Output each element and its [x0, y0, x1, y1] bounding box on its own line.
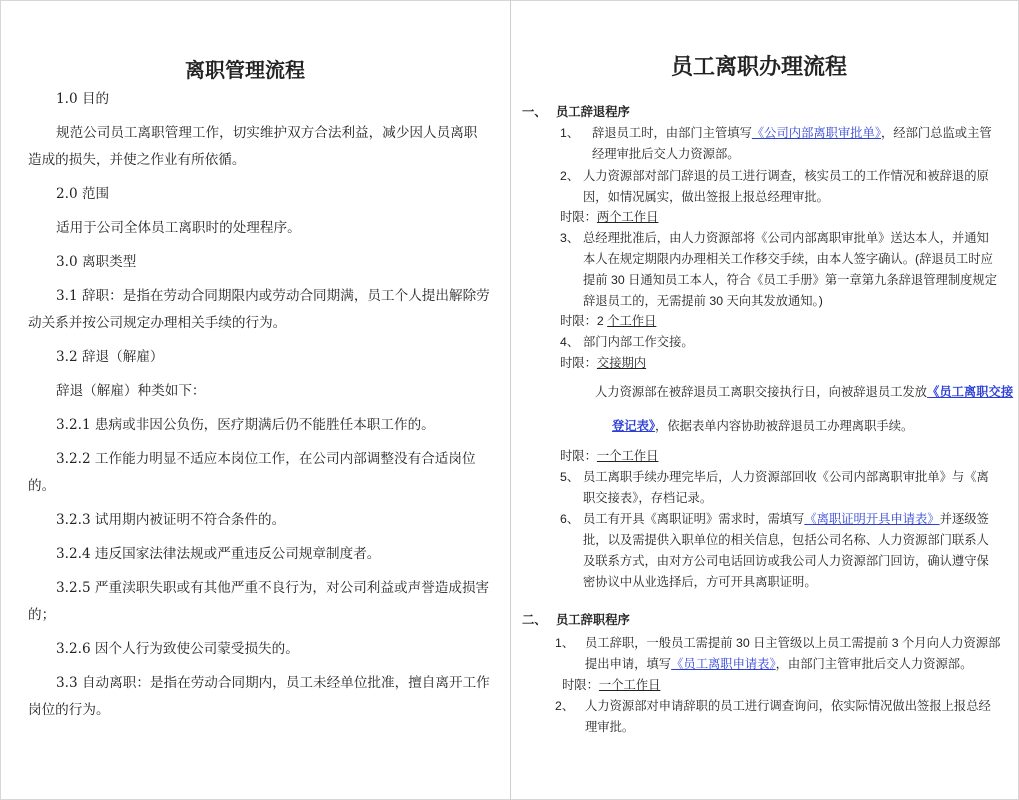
time-limit: [560, 311, 656, 332]
item-number: 5、: [560, 470, 580, 484]
item-number: 2、: [555, 699, 575, 713]
paragraph: [595, 382, 1014, 403]
time-limit: [560, 353, 646, 374]
time-limit: [560, 207, 658, 228]
list-item: [560, 123, 1000, 165]
paragraph: 3.2.6 因个人行为致使公司蒙受损失的。: [56, 641, 299, 657]
right-page: [511, 0, 1019, 800]
page-title: 员工离职办理流程: [670, 54, 847, 79]
form-link[interactable]: 《员工离职交接: [927, 385, 1014, 399]
item-number: 6、: [560, 512, 580, 526]
form-link[interactable]: 登记表》: [612, 419, 656, 433]
paragraph: 辞退（解雇）种类如下：: [56, 383, 206, 399]
item-text: 人力资源部对部门辞退的员工进行调查，核实员工的工作情况和被辞退的原因，如情况属实，做出签报上报总经理审批。: [583, 169, 989, 204]
item-text: 总经理批准后，由人力资源部将《公司内部离职审批单》送达本人，并通知本人在规定期限内办理相关工作移交手续，由本人签字确认。(辞退员工时应提前 30 日通知员工本人，符合《员工手册》第一章第九条辞退管理制度规定辞退员工的，无需提前 30 天向其发放通知。): [583, 231, 998, 308]
paragraph: 规范公司员工离职管理工作，切实维护双方合法利益，减少因人员离职造成的损失，并使之作业有所依循。: [28, 125, 478, 168]
item-number: 3、: [560, 231, 580, 245]
section-number: 一、: [522, 105, 547, 119]
form-link[interactable]: 《公司内部离职审批单》: [751, 126, 881, 140]
list-item: [560, 332, 1001, 353]
list-item: [555, 696, 1001, 738]
paragraph-text: 人力资源部在被辞退员工离职交接执行日，向被辞退员工发放: [595, 385, 928, 399]
item-text: 员工离职手续办理完毕后，人力资源部回收《公司内部离职审批单》与《离职交接表》，存档记录。: [583, 470, 989, 505]
form-link[interactable]: 《离职证明开具申请表》: [804, 512, 940, 526]
list-item: [560, 509, 1001, 593]
list-item: [560, 228, 1001, 312]
time-limit: [562, 675, 660, 696]
time-limit-value: 两个工作日: [596, 210, 659, 224]
section-heading: [522, 102, 1002, 123]
item-number: 1、: [560, 126, 580, 140]
paragraph-text: ，依据表单内容协助被辞退员工办理离职手续。: [655, 419, 914, 433]
item-number: 1、: [555, 636, 575, 650]
time-limit-prefix: 2: [596, 314, 608, 328]
item-text: 人力资源部对申请辞职的员工进行调查询问，依实际情况做出签报上报总经理审批。: [585, 699, 991, 734]
list-item: [560, 467, 1001, 509]
time-limit-value: 交接期内: [596, 356, 647, 370]
paragraph: 3.3 自动离职：是指在劳动合同期内，员工未经单位批准，擅自离开工作岗位的行为。: [28, 675, 490, 718]
paragraph: 3.1 辞职：是指在劳动合同期限内或劳动合同期满，员工个人提出解除劳动关系并按公司规定办理相关手续的行为。: [28, 288, 490, 331]
paragraph: 3.0 离职类型: [56, 254, 137, 270]
section-number: 二、: [522, 613, 547, 627]
item-number: 4、: [560, 335, 580, 349]
section-title: 员工辞退程序: [556, 105, 630, 119]
paragraph: 3.2.1 患病或非因公负伤，医疗期满后仍不能胜任本职工作的。: [56, 417, 435, 433]
time-limit: [560, 446, 658, 467]
paragraph: 3.2 辞退（解雇）: [56, 349, 164, 365]
paragraph: 3.2.5 严重渎职失职或有其他严重不良行为，对公司利益或声誉造成损害的；: [28, 580, 490, 623]
paragraph: 1.0 目的: [56, 91, 110, 107]
item-text: ，经部门总监或主管经理审批后交人力资源部。: [592, 126, 992, 161]
item-text: ，由部门主管审批后交人力资源部。: [775, 657, 973, 671]
item-text: 并逐级签批，以及需提供入职单位的相关信息，包括公司名称、人力资源部门联系人及联系方式，由对方公司电话回访或我公司人力资源部门回访，确认遵守保密协议中从业选择后，方可开具离职证明。: [583, 512, 989, 589]
time-limit-label: 时限：: [560, 210, 597, 224]
section-heading: [522, 610, 1002, 631]
item-text: 员工辞职，一般员工需提前 30 日主管级以上员工需提前 3 个月向人力资源部提出申请，填写: [585, 636, 1001, 671]
page-body: [28, 86, 490, 731]
item-text: 部门内部工作交接。: [583, 335, 694, 349]
paragraph: 适用于公司全体员工离职时的处理程序。: [56, 220, 301, 236]
time-limit-label: 时限：: [562, 678, 599, 692]
page-title: 离职管理流程: [185, 58, 305, 82]
time-limit-value: 个工作日: [607, 314, 657, 328]
list-item: [555, 633, 1001, 675]
paragraph: 2.0 范围: [56, 186, 110, 202]
item-text: 辞退员工时，由部门主管填写: [592, 126, 752, 140]
time-limit-value: 一个工作日: [598, 678, 661, 692]
list-item: [560, 166, 1001, 208]
time-limit-label: 时限：: [560, 449, 597, 463]
time-limit-label: 时限：: [560, 314, 597, 328]
paragraph: 3.2.4 违反国家法律法规或严重违反公司规章制度者。: [56, 546, 381, 562]
paragraph: 3.2.3 试用期内被证明不符合条件的。: [56, 512, 286, 528]
section-title: 员工辞职程序: [556, 613, 630, 627]
paragraph: [612, 416, 1002, 437]
item-number: 2、: [560, 169, 580, 183]
paragraph: 3.2.2 工作能力明显不适应本岗位工作，在公司内部调整没有合适岗位的。: [28, 451, 476, 494]
item-text: 员工有开具《离职证明》需求时，需填写: [583, 512, 805, 526]
form-link[interactable]: 《员工离职申请表》: [671, 657, 776, 671]
time-limit-value: 一个工作日: [596, 449, 659, 463]
time-limit-label: 时限：: [560, 356, 597, 370]
